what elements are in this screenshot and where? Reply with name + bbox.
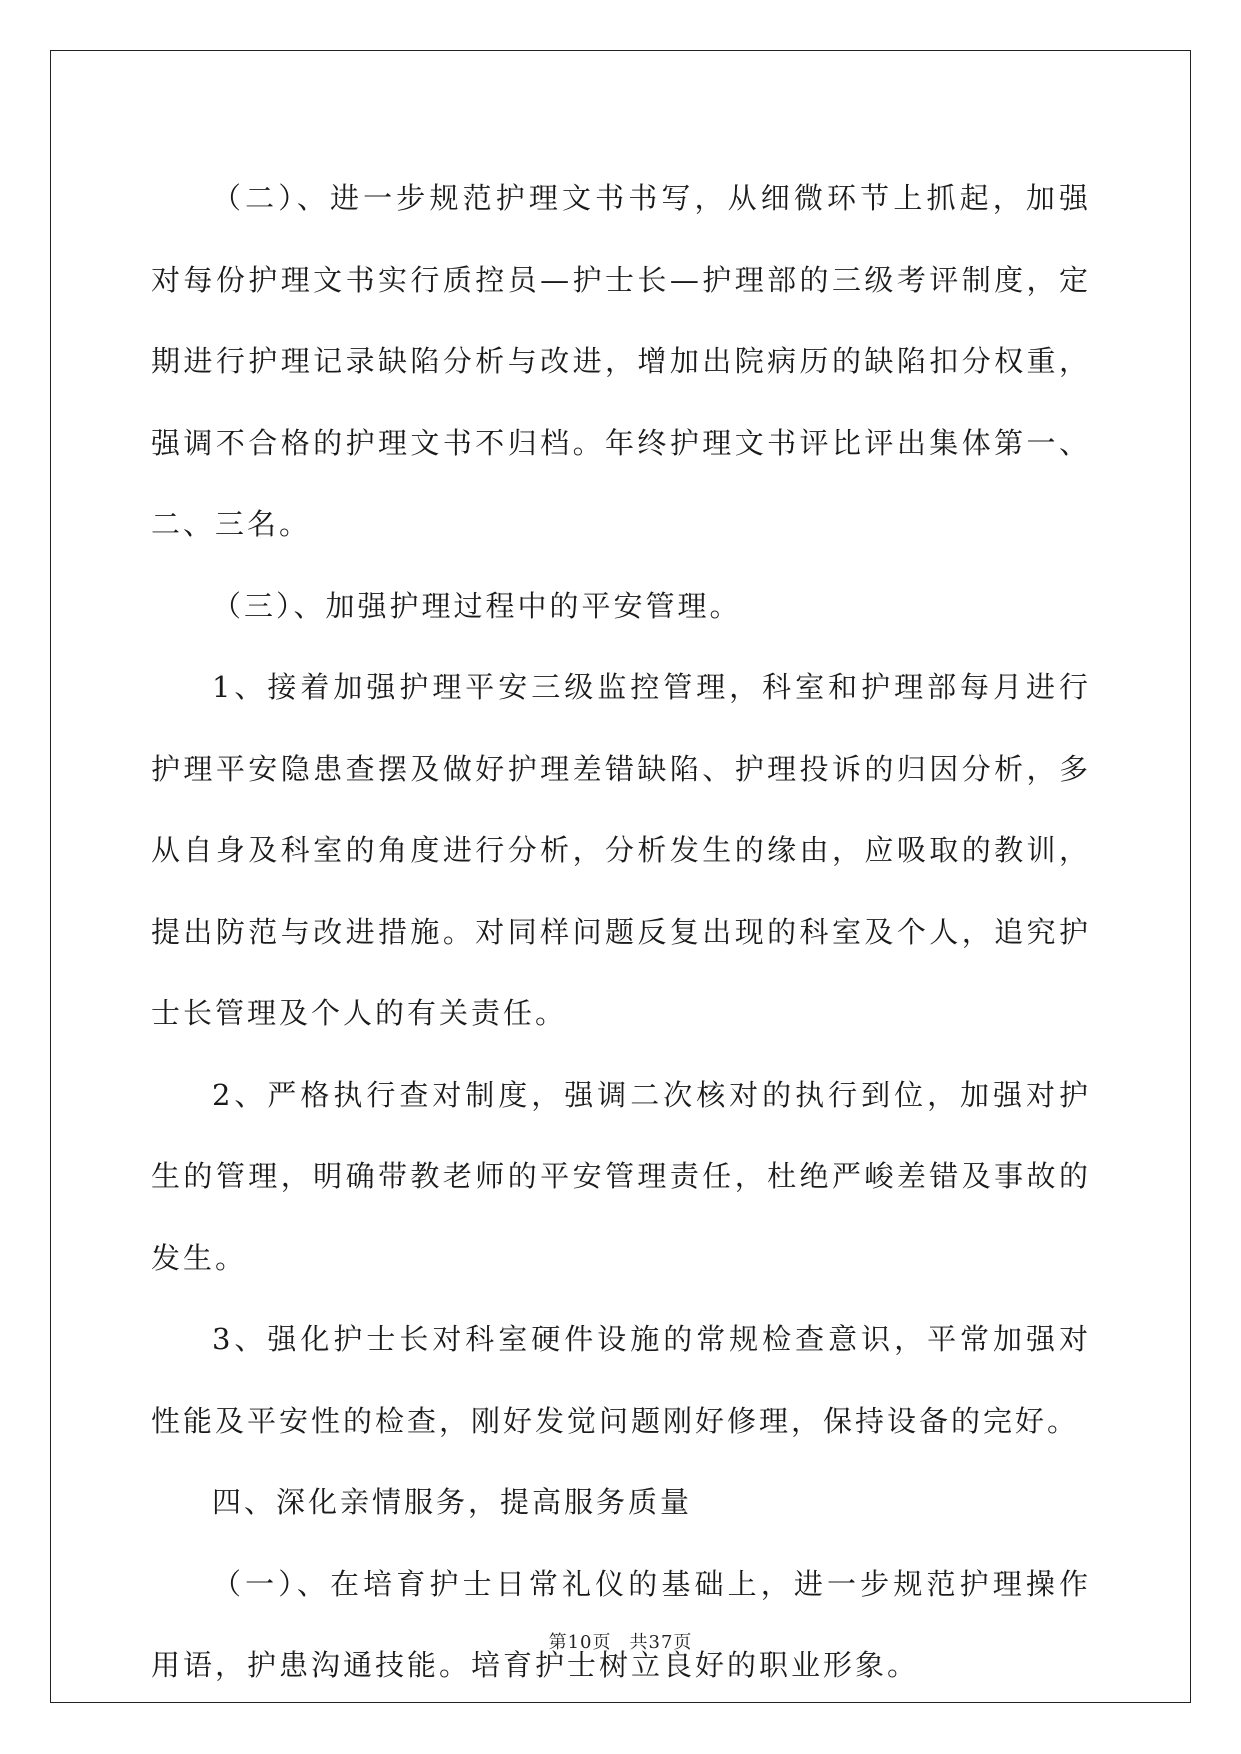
- document-body: [151, 158, 1091, 1707]
- paragraph: （二）、进一步规范护理文书书写，从细微环节上抓起，加强对每份护理文书实行质控员—护士长—护理部的三级考评制度，定期进行护理记录缺陷分析与改进，增加出院病历的缺陷扣分权重，强调不合格的护理文书不归档。年终护理文书评比评出集体第一、二、三名。: [151, 181, 1091, 541]
- paragraph: 1、接着加强护理平安三级监控管理，科室和护理部每月进行护理平安隐患查摆及做好护理差错缺陷、护理投诉的归因分析，多从自身及科室的角度进行分析，分析发生的缘由，应吸取的教训，提出防范与改进措施。对同样问题反复出现的科室及个人，追究护士长管理及个人的有关责任。: [151, 670, 1091, 1030]
- page-total: 共37页: [629, 1632, 693, 1653]
- paragraph: （一）、在培育护士日常礼仪的基础上，进一步规范护理操作用语，护患沟通技能。培育护士树立良好的职业形象。: [151, 1566, 1091, 1682]
- paragraph: （三）、加强护理过程中的平安管理。: [212, 588, 742, 623]
- page-number: 第10页: [548, 1632, 612, 1653]
- paragraph: 2、严格执行查对制度，强调二次核对的执行到位，加强对护生的管理，明确带教老师的平安管理责任，杜绝严峻差错及事故的发生。: [151, 1077, 1091, 1275]
- page-footer: [0, 1628, 1241, 1654]
- paragraph: 3、强化护士长对科室硬件设施的常规检查意识，平常加强对性能及平安性的检查，刚好发觉问题刚好修理，保持设备的完好。: [151, 1322, 1091, 1438]
- paragraph: 四、深化亲情服务，提高服务质量: [212, 1485, 693, 1519]
